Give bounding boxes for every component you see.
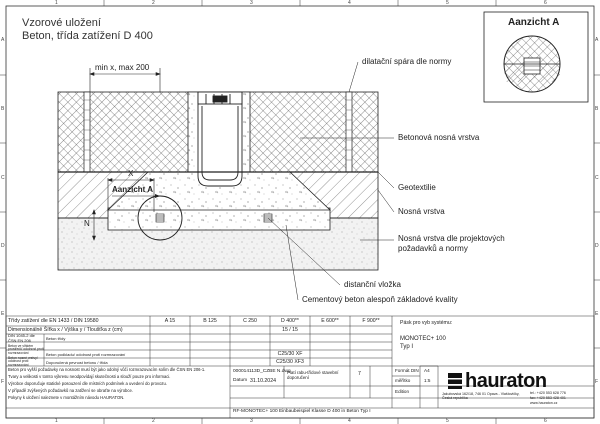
note-2: Tvary a velikosti v tomto výkresu neodpovídají skutečnosti a slouží pouze pro informaci. [8, 374, 171, 379]
grid-row-d: D [1, 243, 5, 249]
edition-label: Edition [395, 389, 410, 394]
grid-col-1-b: 1 [55, 418, 58, 424]
cement-concrete [108, 208, 330, 230]
grid-col-6-b: 6 [544, 418, 547, 424]
label-concrete-layer: Betonová nosná vrstva [398, 133, 480, 142]
format-label: Formát DIN [395, 368, 419, 373]
section-drawing [58, 62, 394, 300]
grid-row-d-r: D [595, 243, 599, 249]
company-phone: tel.: +420 553 628 776 [530, 391, 566, 395]
row3-value: C25/30 XF [277, 351, 303, 357]
grid-col-1: 1 [55, 0, 58, 6]
company-web: www.hauraton.cz [530, 401, 558, 405]
grid-col-2: 2 [152, 0, 155, 6]
left-row1-a: DIN 1045-2 dle ČSN EN 206 [8, 333, 35, 343]
date-value: 31.10.2024 [250, 378, 276, 384]
class-f900: F 900** [362, 318, 380, 324]
label-cement-concrete: Cementový beton alespoň základové kvality [302, 295, 458, 304]
scale-value: 1:5 [424, 378, 431, 383]
grid-row-c: C [1, 175, 5, 181]
note-4: V případě zvýšených požadavků na zatížení se obraťte na výrobce. [8, 388, 133, 393]
company-fax: fax: +420 553 428 401 [530, 396, 566, 400]
drawing-no: 000014113D_CZBE N.dwg [233, 369, 291, 374]
grid-col-3-b: 3 [250, 418, 253, 424]
note-5: Pokyny k uložení naleznete v montážním návodu HAURATON. [8, 395, 125, 400]
label-spacer: distanční vložka [344, 280, 401, 289]
note-3: Výrobce doporučuje statické posouzení dle místních podmínek a uvedení do provozu. [8, 381, 167, 386]
dim-x-label: X [128, 169, 134, 178]
hauraton-logo [448, 370, 547, 393]
label-geotextile: Geotextilie [398, 183, 436, 192]
grid-col-4: 4 [348, 0, 351, 6]
grid-row-b-r: B [595, 106, 599, 112]
scale-note: Platí rabu-třídové stavební doporučení [287, 370, 339, 381]
sheet-no: 7 [358, 371, 361, 377]
label-base-layer: Nosná vrstva [398, 207, 445, 216]
dim-top-label: min x, max 200 [95, 63, 150, 72]
date-label: Datum [233, 378, 248, 383]
grid-col-2-b: 2 [152, 418, 155, 424]
left-row3-b: Doporučená pevnost betonu / třída [46, 359, 108, 365]
grid-col-3: 3 [250, 0, 253, 6]
title-line2: Beton, třída zatížení D 400 [22, 30, 153, 42]
format-value: A4 [424, 368, 430, 373]
note-1: Beton pro vyšší požadavky na nosnost musí být jako odolný vůči rozmrazovacím solím dle ČSN EN 206-1. [8, 367, 206, 372]
company-address: Jakubovská 162/18, 746 01 Opava - Vlaštovičky, Česká republika [442, 392, 520, 401]
label-expansion-joint: dilatační spára dle normy [362, 57, 452, 66]
left-row1-b: Beton třídy [46, 335, 66, 341]
dim-n-label: N [84, 219, 90, 228]
grid-col-4-b: 4 [348, 418, 351, 424]
class-b125: B 125 [203, 318, 217, 324]
class-c250: C 250 [243, 318, 257, 324]
product-label: Pásk pro vyb systému: [400, 320, 453, 326]
class-e600: E 600** [321, 318, 339, 324]
table-header-left: Třídy zatížení dle EN 1433 / DIN 19580 [8, 318, 99, 324]
product-type: Typ I [400, 344, 414, 350]
grid-row-e-r: E [595, 311, 599, 317]
grid-row-b: B [1, 106, 5, 112]
footer-title: RF-MONOTEC+ 100 Einbaubeispiel Klasse D 400 in Beton Typ I [233, 409, 371, 414]
grid-row-e: E [1, 311, 5, 317]
view-a-title: Aanzicht A [508, 17, 560, 28]
grid-row-f: F [1, 379, 5, 385]
grid-row-a: A [1, 37, 5, 43]
grid-col-6: 6 [544, 0, 547, 6]
row2-value: 15 / 15 [282, 327, 298, 333]
scale-label: měřítko [395, 378, 411, 383]
class-d400: D 400** [281, 318, 299, 324]
class-a15: A 15 [164, 318, 176, 324]
dimension-label: Dimensionálně Šířka x / Výška y / Tloušťka z (cm) [8, 327, 123, 333]
left-row2-b: Beton podkladu/ odolnost proti rozmrazování [46, 351, 126, 357]
left-row2-a: Beton ve vlhkém prostředí/ odolnost proti rozmrazování [8, 343, 44, 355]
product-name: MONOTEC+ 100 [400, 336, 446, 342]
grid-row-f-r: F [595, 379, 599, 385]
title-line1: Vzorové uložení [22, 17, 101, 29]
logo-brand: hauraton [465, 370, 547, 392]
label-base-layer-project: Nosná vrstva dle projektových požadavků a normy [398, 234, 505, 253]
left-row3-a: Beton nosné vrstvy/ odolnost proti rozmrazování [8, 355, 38, 367]
grid-row-c-r: C [595, 175, 599, 181]
view-marker: Aanzicht A [112, 185, 154, 194]
grid-col-5-b: 5 [446, 418, 449, 424]
row4-value: C25/30 XF3 [276, 359, 304, 365]
grid-col-5: 5 [446, 0, 449, 6]
grid-row-a-r: A [595, 37, 599, 43]
